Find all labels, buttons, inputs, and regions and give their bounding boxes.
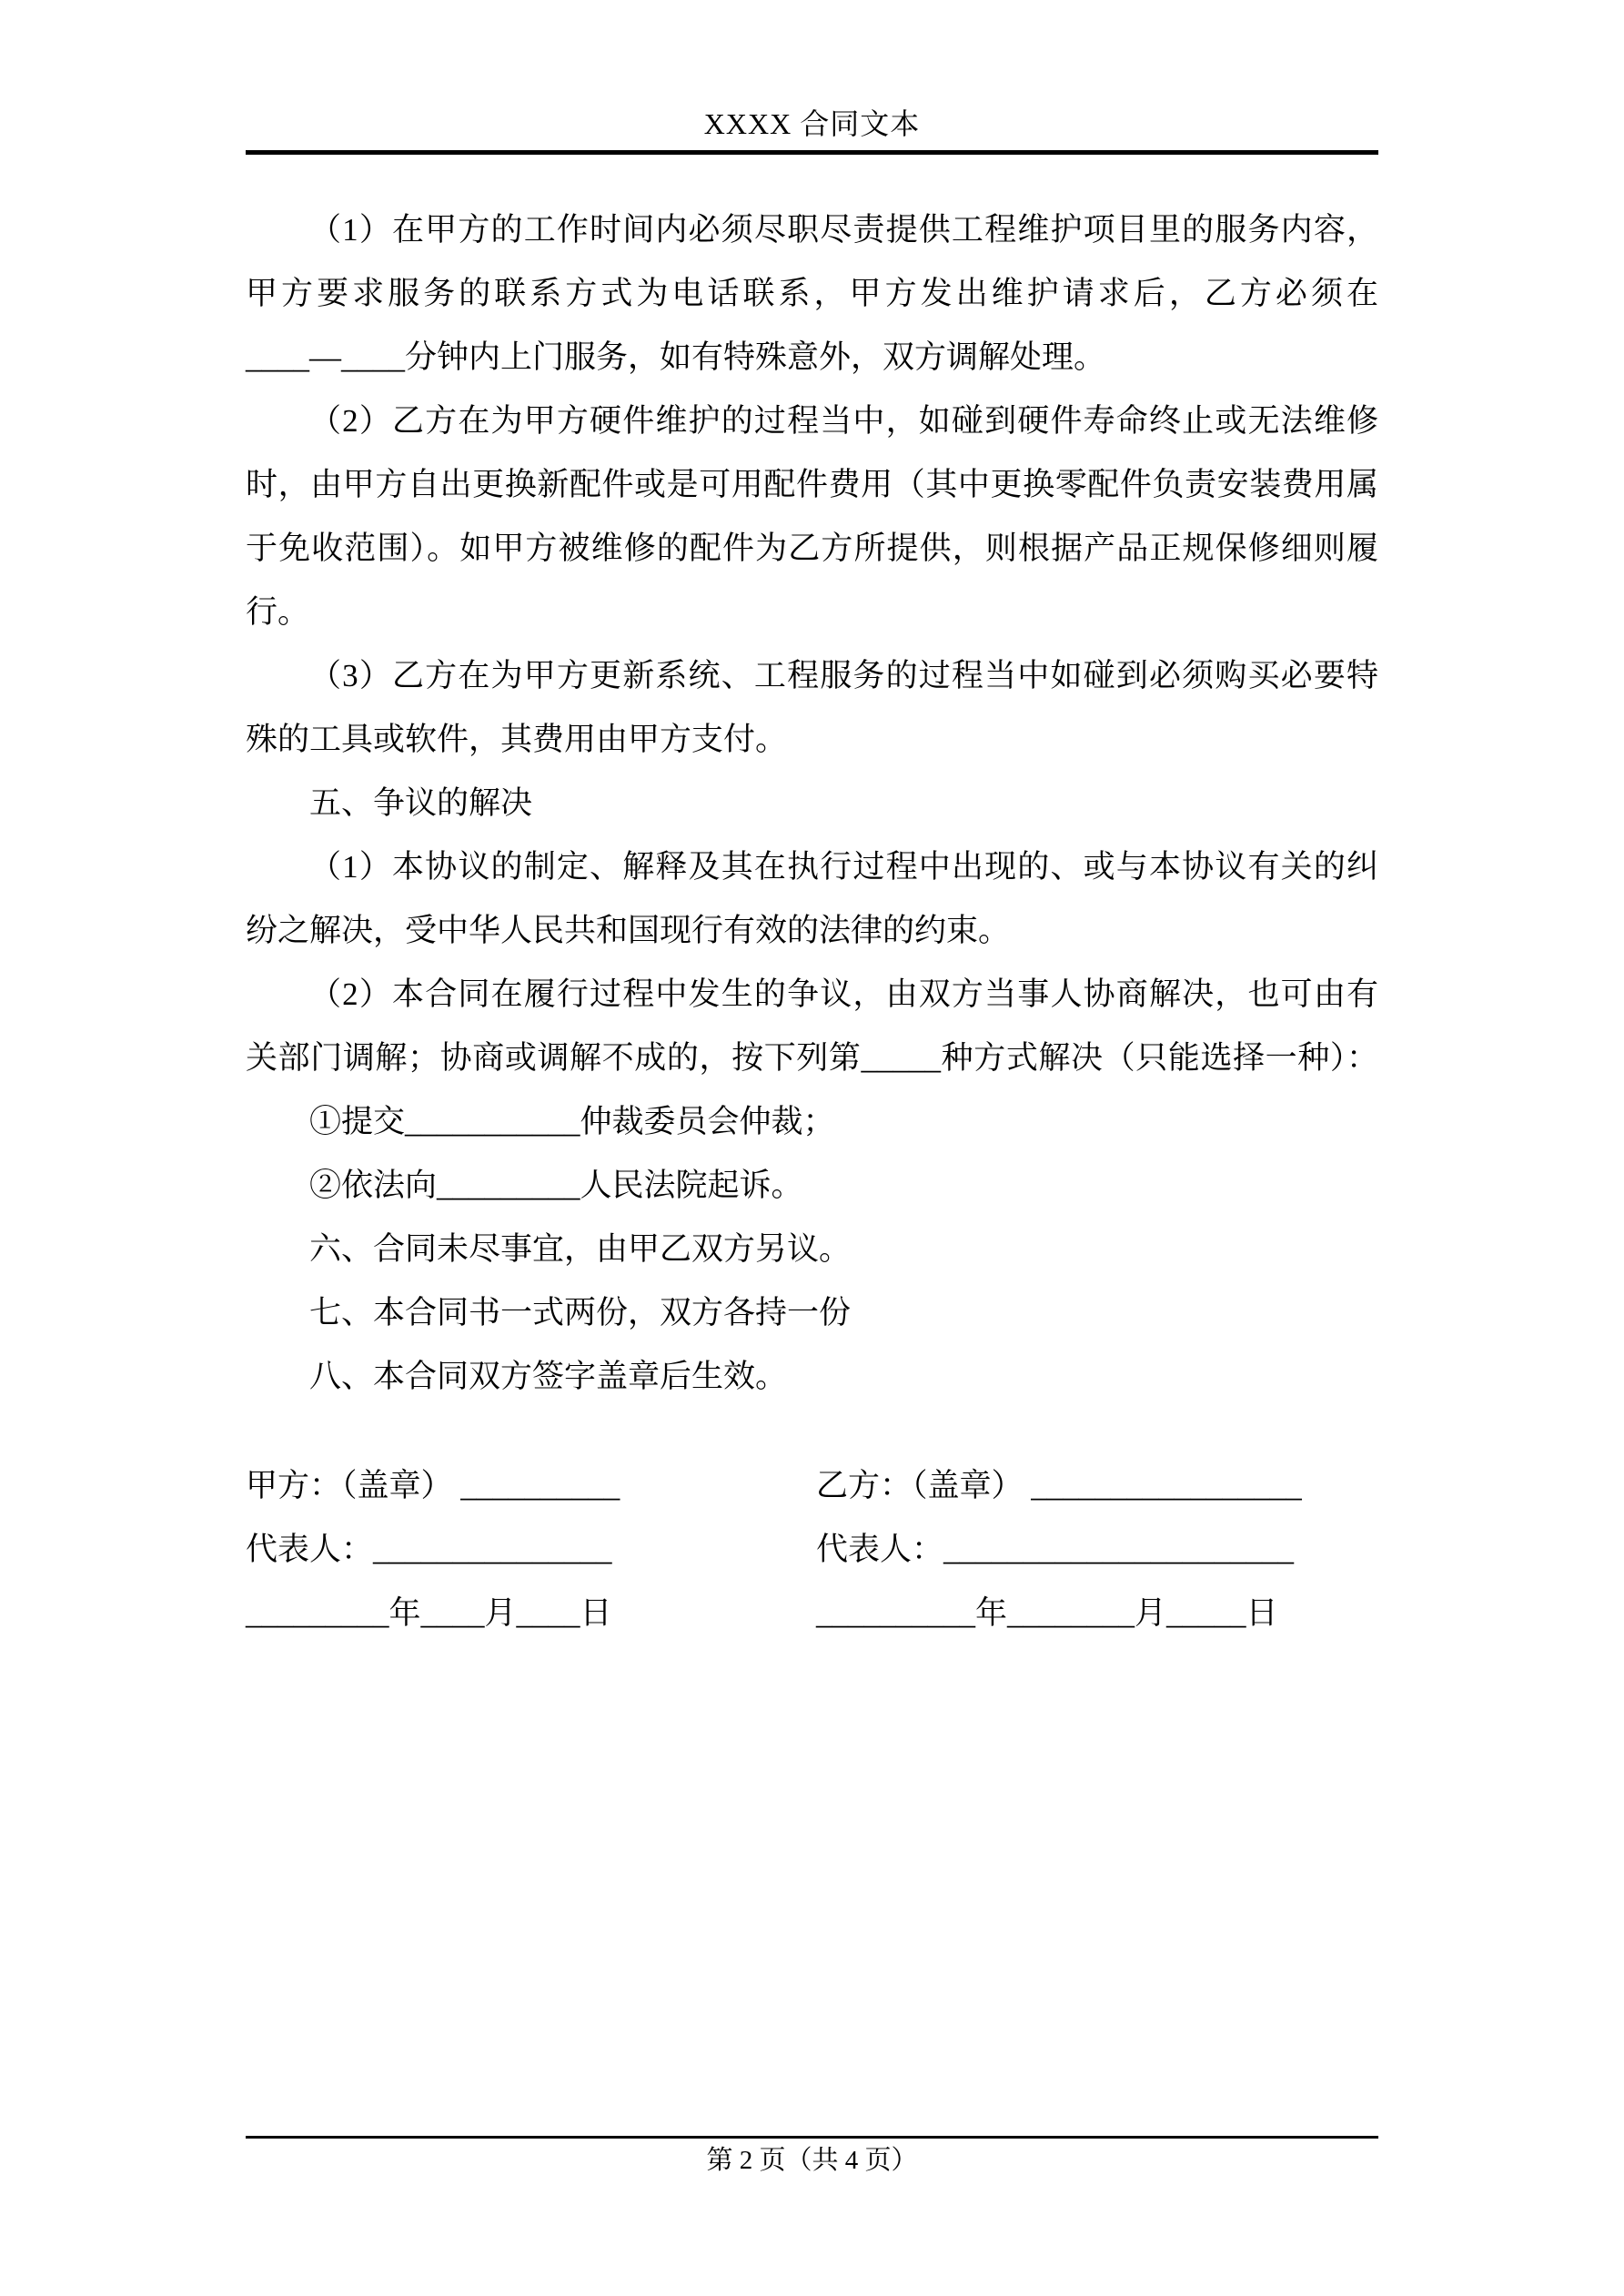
party-b-seal-line: 乙方：（盖章） _________________ <box>816 1468 1302 1503</box>
party-a-representative-line: 代表人：_______________ <box>246 1532 612 1567</box>
clause-seven-line: 七、本合同书一式两份，双方各持一份 <box>309 1295 852 1330</box>
page-header-title: XXXX 合同文本 <box>703 107 921 140</box>
signature-seal-row <box>246 1454 1378 1518</box>
signature-block <box>246 1454 1378 1645</box>
body-line-7: 行。 <box>246 594 310 630</box>
section-heading-dispute-resolution: 五、争议的解决 <box>309 785 533 821</box>
arbitration-option-line: ①提交___________仲裁委员会仲裁； <box>309 1104 835 1139</box>
body-line-13: （2）本合同在履行过程中发生的争议，由双方当事人协商解决，也可由有 <box>309 976 1378 1012</box>
body-line-4: （2）乙方在为甲方硬件维护的过程当中，如碰到硬件寿命终止或无法维修 <box>309 403 1378 439</box>
clause-six-line: 六、合同未尽事宜，由甲乙双方另议。 <box>309 1231 852 1267</box>
body-line-3: ____—____分钟内上门服务，如有特殊意外，双方调解处理。 <box>246 339 1106 375</box>
body-line-8: （3）乙方在为甲方更新系统、工程服务的过程当中如碰到必须购买必要特 <box>309 658 1378 693</box>
page-number-label: 第 2 页（共 4 页） <box>706 2146 918 2175</box>
body-line-9: 殊的工具或软件，其费用由甲方支付。 <box>246 722 788 757</box>
signature-representative-row <box>246 1518 1378 1582</box>
party-b-representative-line: 代表人：______________________ <box>816 1532 1295 1567</box>
footer-divider <box>246 2136 1378 2139</box>
signature-date-row <box>246 1582 1378 1645</box>
body-line-11: （1）本协议的制定、解释及其在执行过程中出现的、或与本协议有关的纠 <box>309 849 1378 885</box>
court-option-line: ②依法向_________人民法院起诉。 <box>309 1168 803 1203</box>
party-a-seal-line: 甲方：（盖章） __________ <box>246 1468 620 1503</box>
body-line-2: 甲方要求服务的联系方式为电话联系，甲方发出维护请求后，乙方必须在 <box>246 276 1378 311</box>
body-line-12: 纷之解决，受中华人民共和国现行有效的法律的约束。 <box>246 913 1011 948</box>
contract-body <box>246 198 1378 1409</box>
body-line-5: 时，由甲方自出更换新配件或是可用配件费用（其中更换零配件负责安装费用属 <box>246 467 1378 502</box>
clause-eight-line: 八、本合同双方签字盖章后生效。 <box>309 1359 788 1394</box>
party-a-date-line: _________年____月____日 <box>246 1595 612 1631</box>
body-line-6: 于免收范围）。如甲方被维修的配件为乙方所提供，则根据产品正规保修细则履 <box>246 531 1378 566</box>
header-divider <box>246 150 1378 155</box>
body-line-1: （1）在甲方的工作时间内必须尽职尽责提供工程维护项目里的服务内容， <box>309 212 1378 248</box>
party-b-date-line: __________年________月_____日 <box>816 1595 1278 1631</box>
body-line-14: 关部门调解；协商或调解不成的，按下列第_____种方式解决（只能选择一种）： <box>246 1040 1378 1076</box>
